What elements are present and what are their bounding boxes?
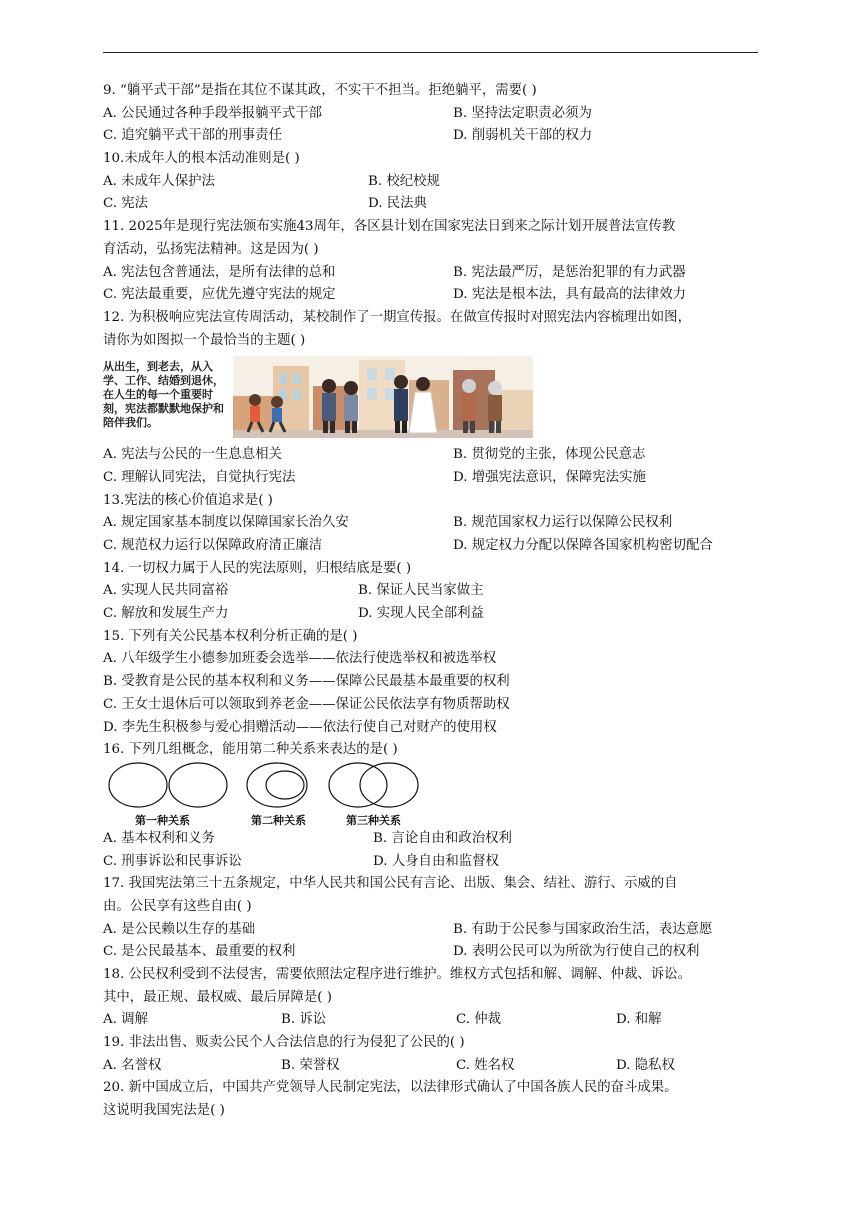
relation-1-right-circle — [169, 763, 227, 807]
answer-option: D. 人身自由和监督权 — [373, 853, 499, 869]
answer-option-row — [103, 941, 763, 964]
answer-option: D. 削弱机关干部的权力 — [453, 128, 593, 144]
answer-option: A. 未成年人保护法 — [103, 173, 215, 189]
answer-option: C. 规范权力运行以保障政府清正廉洁 — [103, 538, 323, 553]
answer-option: B. 受教育是公民的基本权利和义务——保障公民最基本最重要的权利 — [103, 674, 510, 690]
question-block — [103, 1032, 763, 1077]
answer-option: B. 保证人民当家做主 — [358, 583, 484, 599]
answer-option: C. 姓名权 — [456, 1057, 515, 1073]
question-block — [103, 307, 763, 490]
relation-3-left-circle — [329, 763, 387, 807]
answer-option: D. 李先生积极参与爱心捐赠活动——依法行使自己对财产的使用权 — [103, 719, 497, 735]
question-stem: 18. 公民权利受到不法侵害，需要依照法定程序进行维护。维权方式包括和解、调解、仲裁、诉讼。 — [103, 967, 691, 982]
question-block — [103, 1077, 763, 1122]
answer-option: B. 有助于公民参与国家政治生活，表达意愿 — [453, 921, 713, 937]
answer-option: A. 规定国家基本制度以保障国家长治久安 — [103, 515, 349, 531]
question-block — [103, 739, 763, 873]
question-block — [103, 558, 763, 626]
question-stem: 育活动，弘扬宪法精神。这是因为( ) — [103, 241, 319, 257]
answer-option-row — [103, 828, 763, 851]
answer-option: D. 表明公民可以为所欲为行使自己的权利 — [453, 944, 700, 960]
answer-option: B. 坚持法定职责必须为 — [453, 105, 592, 121]
question-stem: 16. 下列几组概念，能用第二种关系来表达的是( ) — [103, 742, 398, 758]
question-stem: 14. 一切权力属于人民的宪法原则，归根结底是要( ) — [103, 560, 412, 576]
question-stem: 由。公民享有这些自由( ) — [103, 898, 252, 914]
answer-option-row — [103, 851, 763, 874]
answer-option: C. 王女士退休后可以领取到养老金——保证公民依法享有物质帮助权 — [103, 696, 510, 712]
answer-option: C. 解放和发展生产力 — [103, 606, 229, 622]
question-stem: 19. 非法出售、贩卖公民个人合法信息的行为侵犯了公民的( ) — [103, 1035, 465, 1051]
question-block — [103, 216, 763, 307]
answer-option: C. 刑事诉讼和民事诉讼 — [103, 853, 242, 869]
answer-option: B. 宪法最严厉，是惩治犯罪的有力武器 — [453, 264, 686, 280]
answer-option-row — [103, 444, 763, 467]
answer-option: A. 实现人民共同富裕 — [103, 583, 229, 599]
question-block — [103, 80, 763, 148]
question-stem: 17. 我国宪法第三十五条规定，中华人民共和国公民有言论、出版、集会、结社、游行、示威的自 — [103, 876, 678, 892]
relation-2-inner-circle — [266, 771, 304, 799]
relation-label: 第三种关系 — [346, 813, 401, 827]
header-rule — [103, 52, 758, 53]
answer-option: A. 调解 — [103, 1012, 148, 1028]
relation-1-left-circle — [109, 763, 167, 807]
answer-option-row — [103, 1009, 763, 1032]
answer-option: D. 和解 — [616, 1012, 662, 1028]
relationship-diagrams — [103, 762, 423, 828]
answer-option: A. 公民通过各种手段举报躺平式干部 — [103, 105, 323, 121]
figure-caption: 从出生，到老去，从入学、工作、结婚到退休，在人生的每一个重要时刻，宪法都默默地保护和陪伴我们。 — [103, 360, 224, 430]
answer-option: A. 宪法包含普通法，是所有法律的总和 — [103, 264, 336, 280]
question-stem: 11. 2025年是现行宪法颁布实施43周年，各区县计划在国家宪法日到来之际计划开展普法宣传教 — [103, 219, 676, 235]
answer-option: B. 诉讼 — [281, 1012, 327, 1028]
question-sheet — [103, 80, 763, 1123]
answer-option: C. 追究躺平式干部的刑事责任 — [103, 128, 282, 144]
answer-option: C. 是公民最基本、最重要的权利 — [103, 944, 296, 960]
answer-option-row — [103, 193, 763, 216]
answer-option-row — [103, 284, 763, 307]
answer-option: C. 宪法最重要，应优先遵守宪法的规定 — [103, 287, 336, 303]
answer-option: A. 宪法与公民的一生息息相关 — [103, 447, 282, 463]
question-stem: 10.未成年人的根本活动准则是( ) — [103, 151, 300, 167]
question-stem: 20. 新中国成立后，中国共产党领导人民制定宪法，以法律形式确认了中国各族人民的奋斗成果。 — [103, 1080, 678, 1096]
venn-shapes — [107, 762, 427, 812]
question-block — [103, 964, 763, 1032]
answer-option: A. 八年级学生小德参加班委会选举——依法行使选举权和被选举权 — [103, 651, 497, 667]
answer-option-row — [103, 262, 763, 285]
answer-option: B. 贯彻党的主张，体现公民意志 — [453, 447, 646, 463]
answer-option: D. 实现人民全部利益 — [358, 606, 484, 622]
question-block — [103, 873, 763, 964]
answer-option: B. 言论自由和政治权利 — [373, 830, 512, 846]
relation-2-outer-circle — [247, 763, 307, 807]
answer-option: D. 增强宪法意识，保障宪法实施 — [453, 469, 646, 485]
answer-option: C. 理解认同宪法，自觉执行宪法 — [103, 469, 296, 485]
answer-option: D. 隐私权 — [616, 1057, 675, 1073]
answer-option: D. 规定权力分配以保障各国家机构密切配合 — [453, 538, 713, 553]
question-stem: 9. “躺平式干部”是指在其位不谋其政，不实干不担当。拒绝躺平，需要( ) — [103, 83, 537, 98]
question-stem: 15. 下列有关公民基本权利分析正确的是( ) — [103, 628, 358, 644]
answer-option-row — [103, 467, 763, 490]
answer-option: C. 仲裁 — [456, 1012, 502, 1028]
question-stem: 请你为如图拟一个最恰当的主题( ) — [103, 332, 306, 348]
question-block — [103, 490, 763, 558]
constitution-life-figure — [103, 356, 533, 438]
answer-option-row — [103, 1055, 763, 1078]
answer-option-row — [103, 512, 763, 535]
question-stem: 12. 为积极响应宪法宣传周活动，某校制作了一期宣传报。在做宣传报时对照宪法内容梳理出如图， — [103, 309, 691, 325]
answer-option: C. 宪法 — [103, 196, 149, 212]
answer-option: D. 宪法是根本法，具有最高的法律效力 — [453, 287, 687, 303]
answer-option-row — [103, 919, 763, 942]
answer-option-row — [103, 603, 763, 626]
relation-label: 第二种关系 — [251, 813, 306, 827]
answer-option: A. 名誉权 — [103, 1057, 162, 1073]
answer-option: D. 民法典 — [368, 196, 427, 212]
answer-option: A. 基本权利和义务 — [103, 830, 215, 846]
question-block — [103, 626, 763, 739]
question-stem: 这说明我国宪法是( ) — [103, 1103, 225, 1119]
answer-option: B. 规范国家权力运行以保障公民权利 — [453, 515, 673, 531]
question-stem: 其中，最正规、最权威、最后屏障是( ) — [103, 989, 332, 1005]
answer-option-row — [103, 535, 763, 558]
answer-option-row — [103, 125, 763, 148]
answer-option: B. 荣誉权 — [281, 1057, 340, 1073]
answer-option: A. 是公民赖以生存的基础 — [103, 921, 256, 937]
relation-label: 第一种关系 — [135, 813, 190, 827]
question-stem: 13.宪法的核心价值追求是( ) — [103, 492, 273, 508]
question-block — [103, 148, 763, 216]
answer-option-row — [103, 580, 763, 603]
answer-option: B. 校纪校规 — [368, 173, 440, 189]
relation-3-right-circle — [360, 763, 418, 807]
answer-option-row — [103, 103, 763, 126]
answer-option-row — [103, 171, 763, 194]
life-stages-illustration — [233, 356, 533, 438]
